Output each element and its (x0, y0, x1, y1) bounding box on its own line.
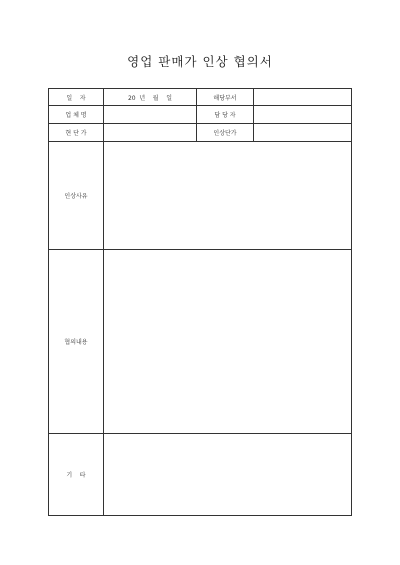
agreement-form-table (48, 88, 352, 516)
person-in-charge-value[interactable] (254, 106, 352, 124)
agreement-row (49, 250, 352, 434)
date-row (49, 89, 352, 106)
current-price-label: 현 단 가 (49, 124, 104, 142)
current-price-value[interactable] (104, 124, 197, 142)
department-value[interactable] (254, 89, 352, 106)
company-name-value[interactable] (104, 106, 197, 124)
date-label: 일 자 (49, 89, 104, 106)
increase-reason-label: 인상사유 (49, 142, 104, 250)
increase-reason-value[interactable] (104, 142, 352, 250)
reason-row (49, 142, 352, 250)
company-row (49, 106, 352, 124)
date-value[interactable]: 20 년 월 일 (104, 89, 197, 106)
price-row (49, 124, 352, 142)
other-row (49, 434, 352, 516)
other-value[interactable] (104, 434, 352, 516)
document-title: 영업 판매가 인상 협의서 (127, 54, 273, 69)
agreement-content-label: 협의내용 (49, 250, 104, 434)
company-name-label: 업 체 명 (49, 106, 104, 124)
person-in-charge-label: 담 당 자 (197, 106, 254, 124)
increased-price-value[interactable] (254, 124, 352, 142)
department-label: 해당부서 (197, 89, 254, 106)
other-label: 기 타 (49, 434, 104, 516)
increased-price-label: 인상단가 (197, 124, 254, 142)
agreement-content-value[interactable] (104, 250, 352, 434)
